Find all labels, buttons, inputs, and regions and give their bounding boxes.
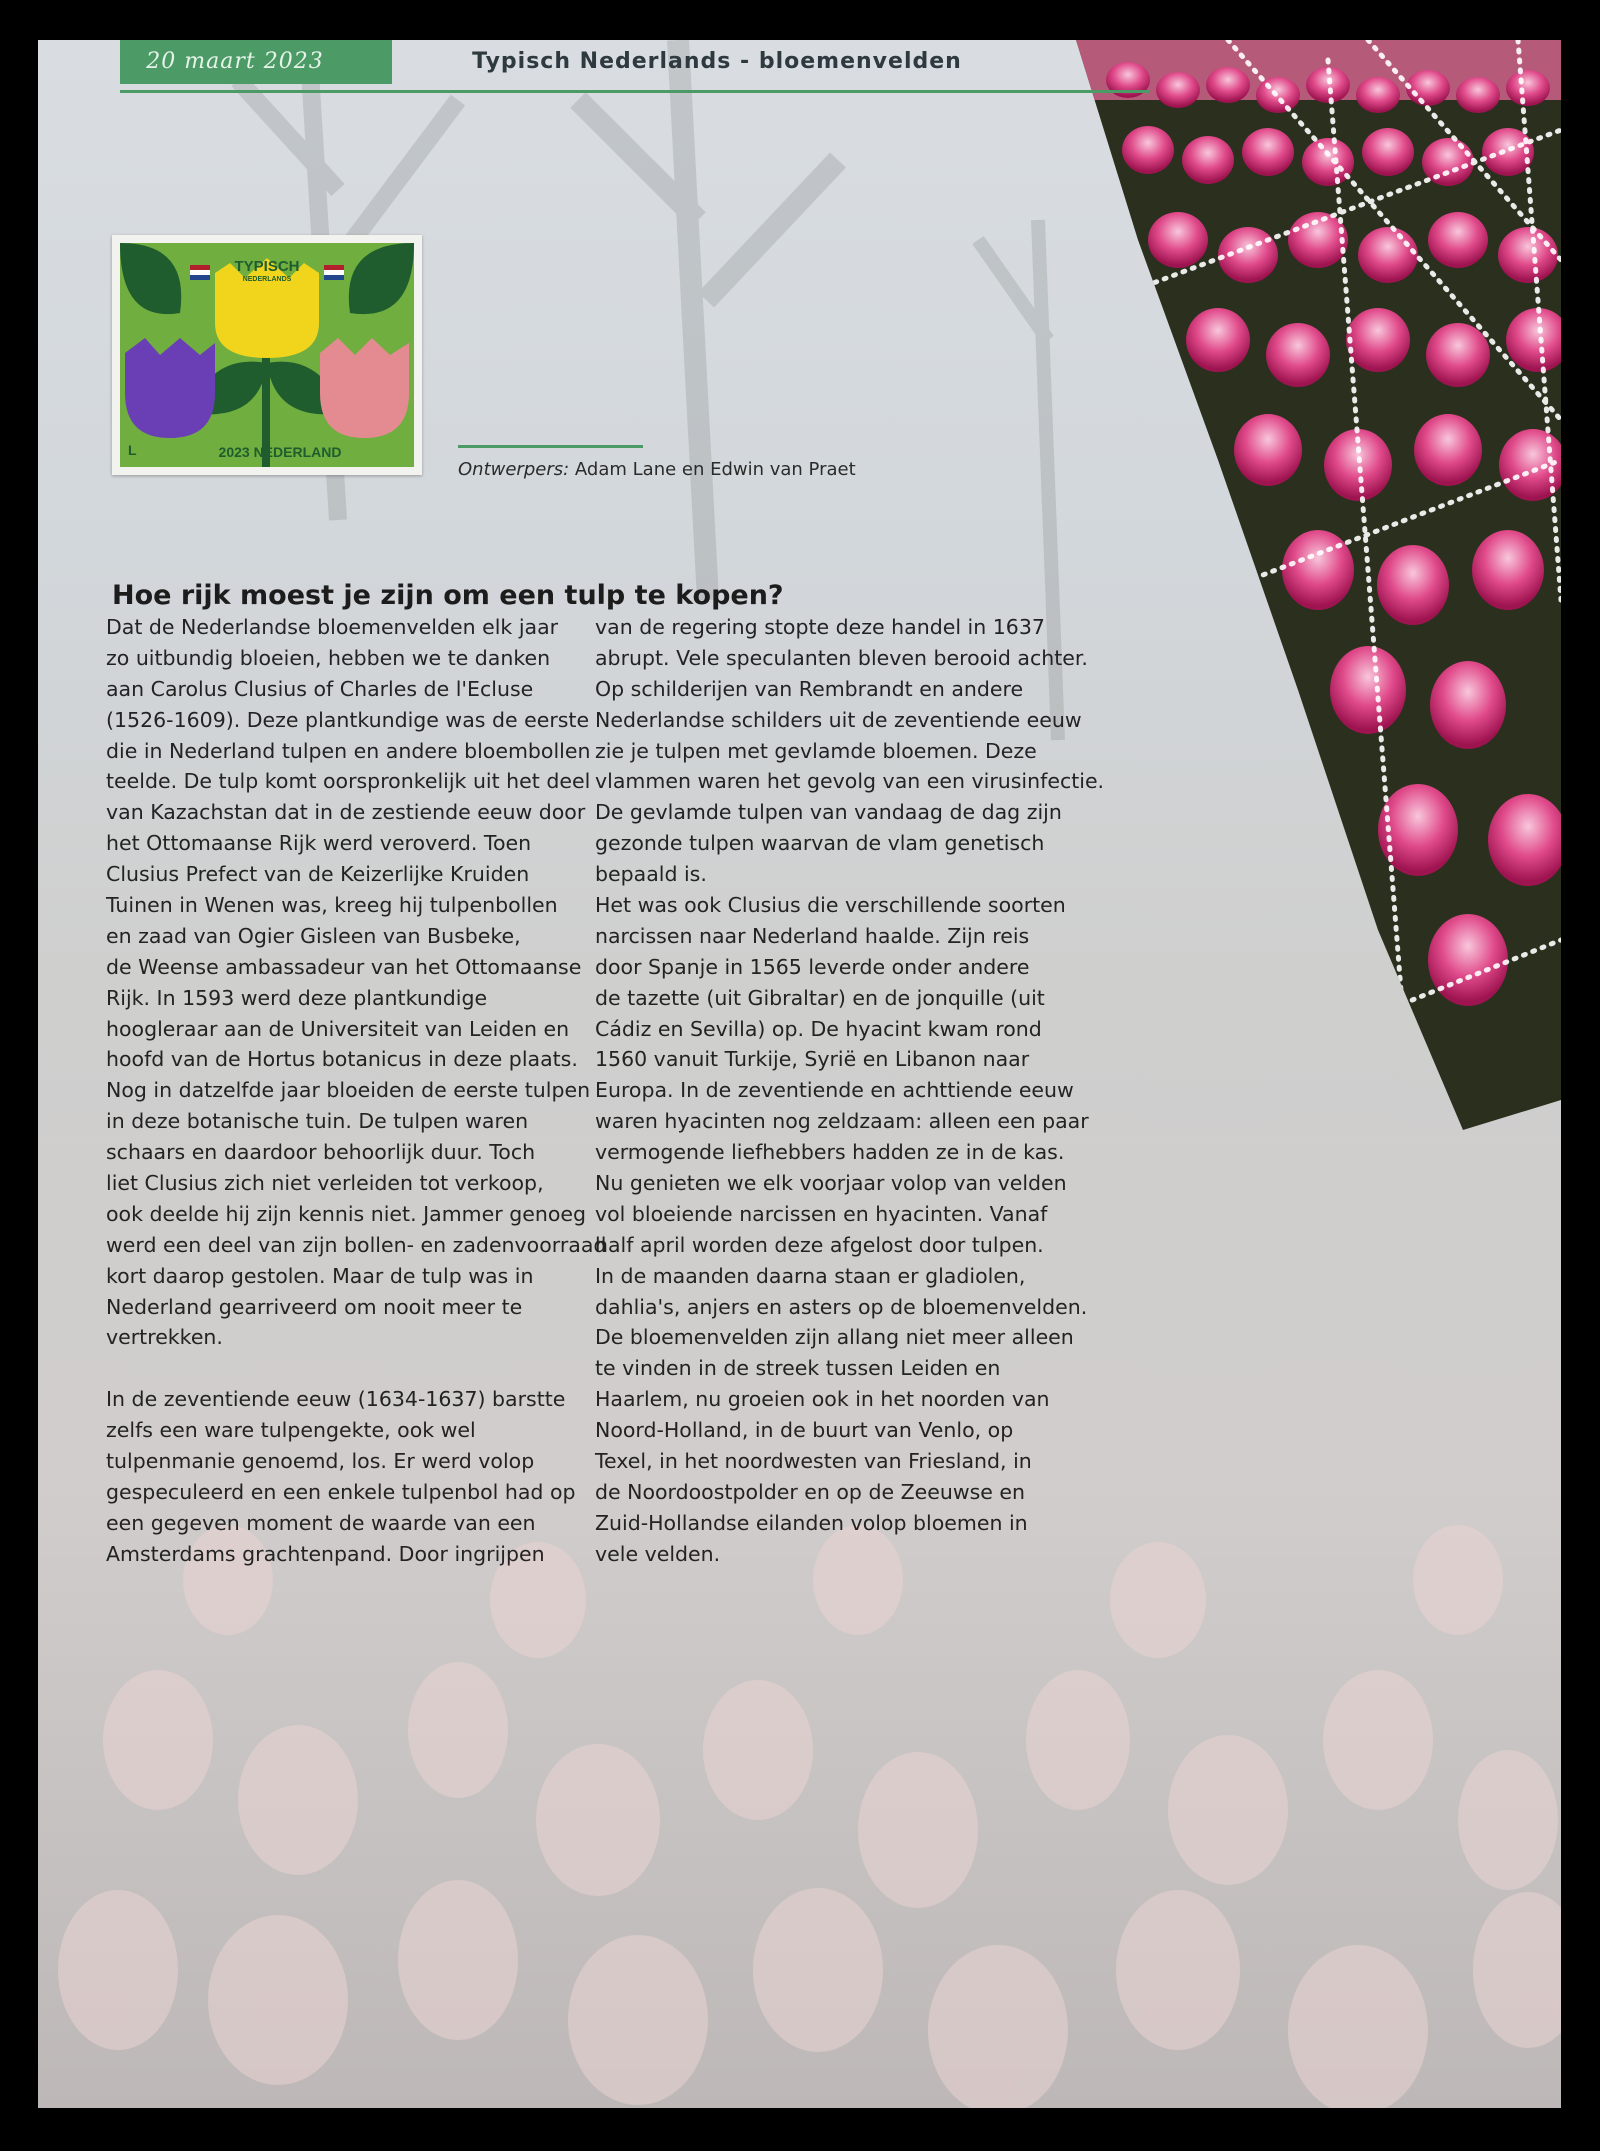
text-line: Nog in datzelfde jaar bloeiden de eerste tulpen: [106, 1078, 591, 1103]
text-line: Zuid-Hollandse eilanden volop bloemen in: [595, 1510, 1028, 1535]
text-line: zo uitbundig bloeien, hebben we te danken: [106, 645, 551, 670]
text-line: zie je tulpen met gevlamde bloemen. Deze: [595, 738, 1037, 763]
caption-label: Ontwerpers:: [458, 459, 570, 480]
text-line: Nederland gearriveerd om nooit meer te: [106, 1294, 523, 1319]
text-line: vermogende liefhebbers hadden ze in de kas.: [595, 1140, 1065, 1165]
text-line: de Noordoostpolder en op de Zeeuwse en: [595, 1479, 1026, 1504]
text-line: De bloemenvelden zijn allang niet meer alleen: [595, 1325, 1074, 1350]
header-title: Typisch Nederlands - bloemenvelden: [472, 49, 962, 74]
tulip-photo: [1068, 40, 1561, 1140]
text-line: een gegeven moment de waarde van een: [106, 1510, 536, 1535]
text-line: Clusius Prefect van de Keizerlijke Kruiden: [106, 862, 530, 887]
text-line: narcissen naar Nederland haalde. Zijn reis: [595, 923, 1030, 948]
text-line: het Ottomaanse Rijk werd veroverd. Toen: [106, 831, 532, 856]
text-line: vol bloeiende narcissen en hyacinten. Vanaf: [595, 1201, 1048, 1226]
text-line: Europa. In de zeventiende en achttiende eeuw: [595, 1078, 1074, 1103]
text-line: [106, 1353, 586, 1384]
text-line: werd een deel van zijn bollen- en zadenvoorraad: [106, 1232, 607, 1257]
text-line: die in Nederland tulpen en andere bloembollen: [106, 738, 591, 763]
text-line: teelde. De tulp komt oorspronkelijk uit het deel: [106, 769, 591, 794]
text-line: half april worden deze afgelost door tulpen.: [595, 1232, 1044, 1257]
text-line: te vinden in de streek tussen Leiden en: [595, 1356, 1001, 1381]
text-line: abrupt. Vele speculanten bleven berooid achter.: [595, 645, 1088, 670]
designers-caption: [458, 459, 856, 480]
text-line: In de zeventiende eeuw (1634-1637) barstte: [106, 1387, 566, 1412]
text-line: bepaald is.: [595, 862, 707, 887]
text-line: vlammen waren het gevolg van een virusinfectie.: [595, 769, 1105, 794]
text-line: ook deelde hij zijn kennis niet. Jammer genoeg: [106, 1201, 586, 1226]
article-right-column: [595, 612, 1105, 1570]
text-line: de Weense ambassadeur van het Ottomaanse: [106, 954, 582, 979]
text-line: dahlia's, anjers en asters op de bloemenvelden.: [595, 1294, 1088, 1319]
stamp-top-text: TYPISCH: [234, 258, 300, 275]
header-date: 20 maart 2023: [146, 49, 324, 74]
text-line: gespeculeerd en een enkele tulpenbol had op: [106, 1479, 576, 1504]
text-line: in deze botanische tuin. De tulpen waren: [106, 1109, 529, 1134]
text-line: schaars en daardoor behoorlijk duur. Toch: [106, 1140, 536, 1165]
text-line: Texel, in het noordwesten van Friesland, in: [595, 1449, 1032, 1474]
text-line: gezonde tulpen waarvan de vlam genetisch: [595, 831, 1045, 856]
caption-rule: [458, 445, 643, 448]
stamp-bottom-text: 2023 NEDERLAND: [218, 444, 342, 460]
article-heading: Hoe rijk moest je zijn om een tulp te kopen?: [112, 580, 784, 611]
text-line: Nederlandse schilders uit de zeventiende eeuw: [595, 707, 1082, 732]
text-line: Noord-Holland, in de buurt van Venlo, op: [595, 1418, 1014, 1443]
stamp-artwork: [120, 243, 414, 467]
text-line: tulpenmanie genoemd, los. Er werd volop: [106, 1449, 535, 1474]
text-line: Nu genieten we elk voorjaar volop van velden: [595, 1171, 1067, 1196]
text-line: hoofd van de Hortus botanicus in deze plaats.: [106, 1047, 578, 1072]
text-line: vele velden.: [595, 1541, 721, 1566]
text-line: aan Carolus Clusius of Charles de l'Ecluse: [106, 676, 534, 701]
text-line: van de regering stopte deze handel in 1637: [595, 615, 1045, 639]
stamp: [112, 235, 422, 475]
stamp-top-subtext: NEDERLANDS: [242, 276, 292, 283]
text-line: van Kazachstan dat in de zestiende eeuw door: [106, 800, 586, 825]
text-line: liet Clusius zich niet verleiden tot verkoop,: [106, 1171, 544, 1196]
text-line: Op schilderijen van Rembrandt en andere: [595, 676, 1024, 701]
text-line: door Spanje in 1565 leverde onder andere: [595, 954, 1030, 979]
header-rule: [120, 90, 1150, 93]
text-line: (1526-1609). Deze plantkundige was de eerste: [106, 707, 590, 732]
text-line: Haarlem, nu groeien ook in het noorden van: [595, 1387, 1050, 1412]
text-line: Rijk. In 1593 werd deze plantkundige: [106, 985, 488, 1010]
text-line: kort daarop gestolen. Maar de tulp was in: [106, 1263, 534, 1288]
stamp-value-mark: L: [128, 442, 137, 458]
text-line: hoogleraar aan de Universiteit van Leiden en: [106, 1016, 570, 1041]
text-line: de tazette (uit Gibraltar) en de jonquille (uit: [595, 985, 1045, 1010]
text-line: 1560 vanuit Turkije, Syrië en Libanon naar: [595, 1047, 1030, 1072]
text-line: In de maanden daarna staan er gladiolen,: [595, 1263, 1026, 1288]
text-line: Tuinen in Wenen was, kreeg hij tulpenbollen: [106, 893, 558, 918]
album-page: [38, 40, 1561, 2108]
text-line: Het was ook Clusius die verschillende soorten: [595, 893, 1066, 918]
text-line: vertrekken.: [106, 1325, 223, 1350]
article-left-column: [106, 612, 607, 1570]
text-line: zelfs een ware tulpengekte, ook wel: [106, 1418, 476, 1443]
text-line: Dat de Nederlandse bloemenvelden elk jaar: [106, 615, 559, 639]
faded-tulip-field: [58, 1525, 1561, 2108]
text-line: De gevlamde tulpen van vandaag de dag zijn: [595, 800, 1062, 825]
text-line: Cádiz en Sevilla) op. De hyacint kwam rond: [595, 1016, 1042, 1041]
caption-names: Adam Lane en Edwin van Praet: [574, 459, 856, 480]
text-line: Amsterdams grachtenpand. Door ingrijpen: [106, 1541, 545, 1566]
text-line: en zaad van Ogier Gisleen van Busbeke,: [106, 923, 521, 948]
text-line: waren hyacinten nog zeldzaam: alleen een paar: [595, 1109, 1089, 1134]
